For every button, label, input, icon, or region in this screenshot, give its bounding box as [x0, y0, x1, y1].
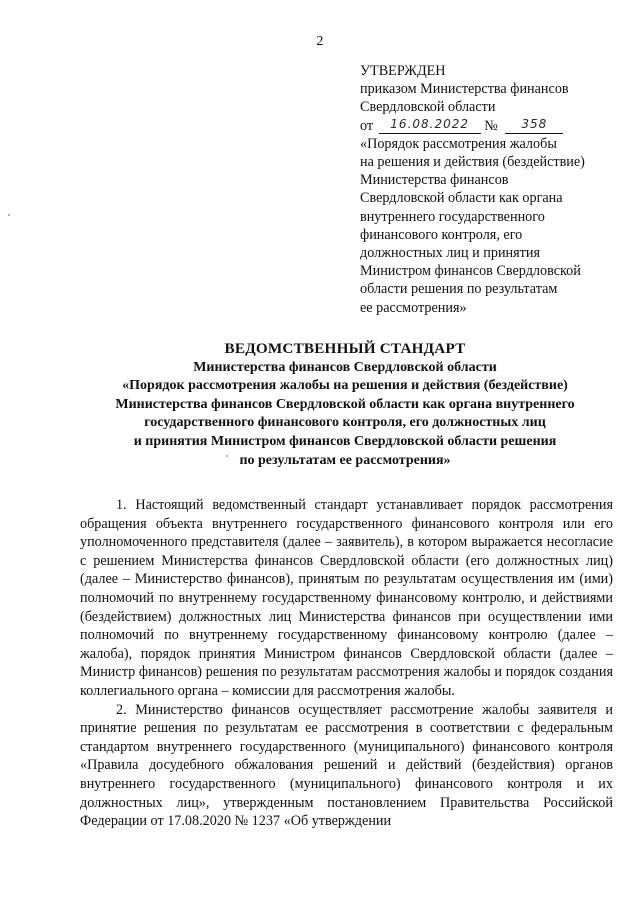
document-title: [70, 340, 620, 470]
approval-title-line: Министром финансов Свердловской: [360, 263, 581, 280]
title-line: Министерства финансов Свердловской области как органа внутреннего: [115, 396, 575, 412]
title-line: «Порядок рассмотрения жалобы на решения и действия (бездействие): [122, 378, 568, 394]
approval-heading: УТВЕРЖДЕН: [360, 63, 446, 79]
approval-title-line: Министерства финансов: [360, 172, 509, 189]
standard-heading: ВЕДОМСТВЕННЫЙ СТАНДАРТ: [224, 340, 466, 357]
title-line: по результатам ее рассмотрения»: [239, 452, 451, 468]
approval-order-line: приказом Министерства финансов: [360, 81, 569, 98]
handwritten-date: 16.08.2022: [390, 116, 470, 131]
approval-title-line: ее рассмотрения»: [360, 299, 467, 316]
title-line: Министерства финансов Свердловской области: [193, 359, 497, 375]
title-line: государственного финансового контроля, его должностных лиц: [144, 415, 546, 431]
scan-speck: [8, 214, 10, 216]
number-signature-field: [505, 117, 563, 134]
date-signature-field: [379, 117, 481, 134]
approval-title-line: должностных лиц и принятия: [360, 245, 540, 262]
approval-title-line: финансового контроля, его: [360, 226, 523, 243]
approval-title-line: «Порядок рассмотрения жалобы: [360, 135, 557, 152]
paragraph-1: 1. Настоящий ведомственный стандарт устанавливает порядок рассмотрения обращения объекта внутреннего государственного финансового контроля или его уполномоченного представителя (далее – заявитель), в котором выражается несогласие с решением Министерства финансов Свердловской области (его должностных лиц) (далее – Министерство финансов), принятым по результатам осуществления им (ими) полномочий по внутреннему государственному финансовому контролю, и действиями (бездействием) должностных лиц Министерства финансов при осуществлении ими полномочий по внутреннему государственному финансовому контролю (далее – жалоба), порядок принятия Министром финансов Свердловской области (далее – Министр финансов) решения по результатам рассмотрения жалобы и порядок создания коллегиального органа – комиссии для рассмотрения жалобы.: [80, 497, 613, 699]
date-prefix: от: [360, 117, 374, 134]
approval-title-line: области решения по результатам: [360, 281, 558, 298]
scan-speck: [226, 455, 228, 457]
number-sign: №: [484, 117, 498, 134]
document-body: [80, 496, 613, 831]
handwritten-number: 358: [521, 116, 548, 131]
approval-date-line: [360, 117, 620, 135]
approval-block: [360, 62, 620, 317]
title-line: и принятия Министром финансов Свердловской области решения: [133, 433, 557, 449]
approval-title-line: на решения и действия (бездействие): [360, 154, 585, 171]
paragraph-2: 2. Министерство финансов осуществляет рассмотрение жалобы заявителя и принятие решения по результатам ее рассмотрения в соответствии с федеральным стандартом внутреннего государственного (муниципального) финансового контроля «Правила досудебного обжалования решений и действий (бездействия) органов внутреннего государственного (муниципального) финансового контроля и их должностных лиц», утвержденным постановлением Правительства Российской Федерации от 17.08.2020 № 1237 «Об утверждении: [80, 701, 613, 830]
approval-region-line: Свердловской области: [360, 99, 496, 116]
approval-title-line: Свердловской области как органа: [360, 190, 563, 207]
approval-title-line: внутреннего государственного: [360, 208, 545, 225]
page-number: 2: [316, 34, 324, 49]
